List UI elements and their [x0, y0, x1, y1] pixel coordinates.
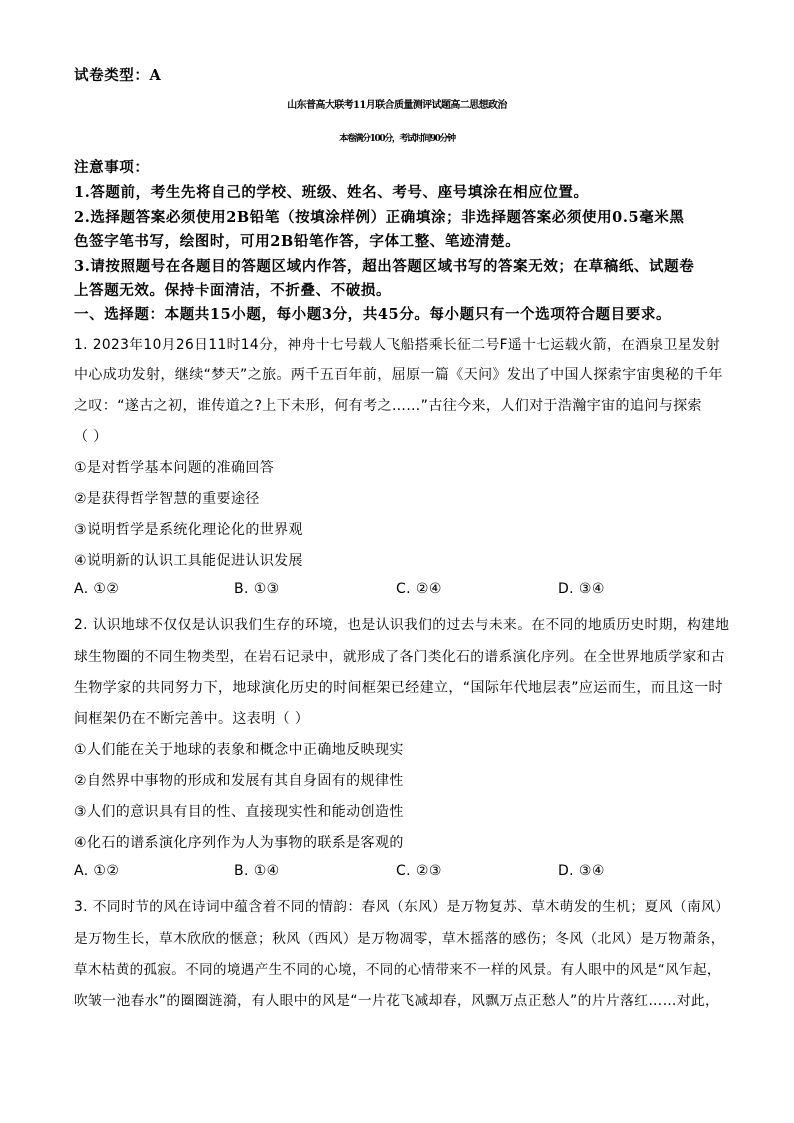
- question-3-stem-line: 草木枯黄的孤寂。不同的境遇产生不同的心境，不同的心情带来不一样的风景。有人眼中的风是“风乍起，: [74, 962, 721, 978]
- question-1-item: ④说明新的认识工具能促进认识发展: [74, 553, 303, 569]
- question-2-item: ④化石的谱系演化序列作为人为事物的联系是客观的: [74, 835, 404, 851]
- question-1-item: ③说明哲学是系统化理论化的世界观: [74, 522, 303, 538]
- option-b: B. ①③: [234, 581, 280, 597]
- question-1-item: ①是对哲学基本问题的准确回答: [74, 460, 275, 476]
- note-line: 上答题无效。保持卡面清洁，不折叠、不破损。: [74, 282, 392, 299]
- question-2-item: ①人们能在关于地球的表象和概念中正确地反映现实: [74, 742, 404, 758]
- option-c: C. ②④: [396, 581, 442, 597]
- question-1-stem-line: 1. 2023年10月26日11时14分，神舟十七号载人飞船搭乘长征二号F遥十七运载火箭，在酒泉卫星发射: [74, 337, 721, 353]
- question-3-stem-line: 是万物生长，草木欣欣的惬意；秋风（西风）是万物凋零，草木摇落的感伤；冬风（北风）是万物萧条，: [74, 931, 725, 947]
- section-heading: 一、选择题：本题共15小题，每小题3分，共45分。每小题只有一个选项符合题目要求。: [74, 306, 672, 323]
- note-line: 1.答题前，考生先将自己的学校、班级、姓名、考号、座号填涂在相应位置。: [74, 184, 589, 201]
- question-3-stem-line: 3. 不同时节的风在诗词中蕴含着不同的情韵：春风（东风）是万物复苏、草木萌发的生机；夏风（南风）: [74, 899, 730, 915]
- option-a: A. ①②: [74, 863, 120, 879]
- note-line: 2.选择题答案必须使用2B铅笔（按填涂样例）正确填涂；非选择题答案必须使用0.5毫米黑: [74, 209, 685, 226]
- notes-heading: 注意事项：: [74, 159, 150, 176]
- note-line: 3.请按照题号在各题目的答题区域内作答，超出答题区域书写的答案无效；在草稿纸、试题卷: [74, 258, 695, 275]
- question-2-item: ③人们的意识具有目的性、直接现实性和能动创造性: [74, 804, 404, 820]
- question-2-options: [74, 863, 714, 883]
- question-2-stem-line: 生物学家的共同努力下，地球演化历史的时间框架已经建立，“国际年代地层表”应运而生，而且这一时: [74, 680, 723, 696]
- option-d: D. ③④: [558, 863, 605, 879]
- question-3-stem-line: 吹皱一池春水”的圈圈涟漪，有人眼中的风是“一片花飞减却春，风飘万点正愁人”的片片落红……对此，: [74, 993, 720, 1009]
- note-line: 色签字笔书写，绘图时，可用2B铅笔作答，字体工整、笔迹清楚。: [74, 233, 521, 250]
- question-1-answer-bracket: （ ）: [74, 429, 108, 445]
- question-2-stem-line: 球生物圈的不同生物类型，在岩石记录中，就形成了各门类化石的谱系演化序列。在全世界地质学家和古: [74, 649, 725, 665]
- question-1-item: ②是获得哲学智慧的重要途径: [74, 491, 260, 507]
- question-1-stem-line: 之叹：“遂古之初，谁传道之?上下未形，何有考之……”古往今来，人们对于浩瀚宇宙的追问与探索: [74, 398, 702, 414]
- paper-type-label: 试卷类型：A: [74, 67, 162, 84]
- exam-title: 山东普高大联考11月联合质量测评试题高二思想政治: [287, 100, 507, 111]
- question-1-options: [74, 581, 714, 601]
- option-a: A. ①②: [74, 581, 120, 597]
- question-1-stem-line: 中心成功发射，继续“梦天”之旅。两千五百年前，屈原一篇《天问》发出了中国人探索宇宙奥秘的千年: [74, 367, 723, 383]
- option-d: D. ③④: [558, 581, 605, 597]
- question-2-stem-line: 间框架仍在不断完善中。这表明（ ）: [74, 711, 310, 727]
- option-c: C. ②③: [396, 863, 442, 879]
- exam-subtitle: 本卷满分100分，考试时间90分钟: [339, 134, 455, 144]
- question-2-stem-line: 2. 认识地球不仅仅是认识我们生存的环境，也是认识我们的过去与未来。在不同的地质历史时期，构建地: [74, 617, 730, 633]
- option-b: B. ①④: [234, 863, 280, 879]
- question-2-item: ②自然界中事物的形成和发展有其自身固有的规律性: [74, 773, 404, 789]
